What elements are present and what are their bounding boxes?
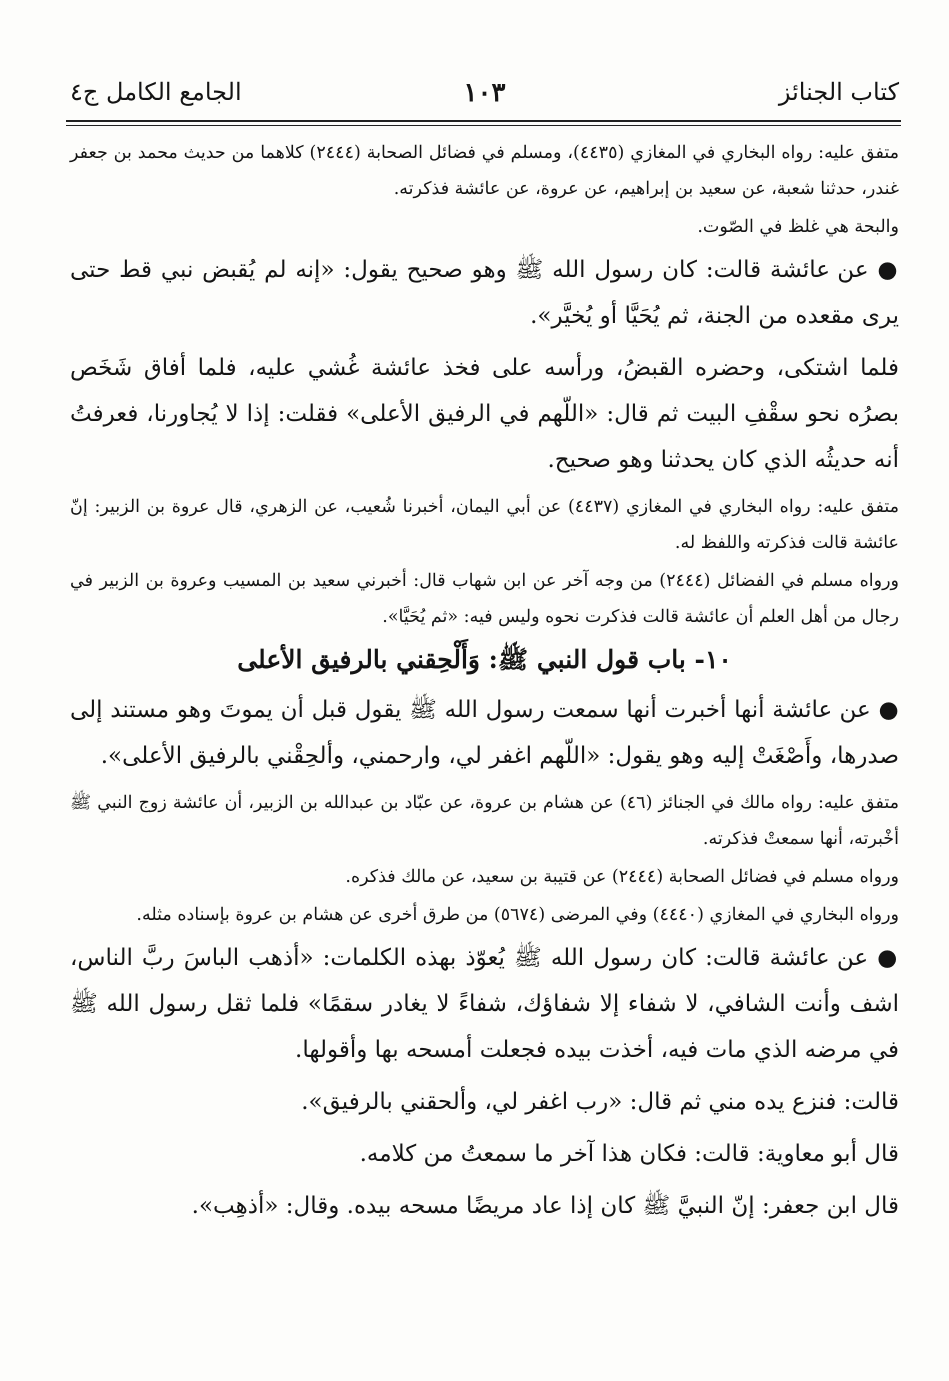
paragraph-text: متفق عليه: رواه مالك في الجنائز (٤٦) عن هشام بن عروة، عن عبّاد بن عبدالله بن الزبير، أن عائشة زوج النبي ﷺ أخْبرته، أنها سمعتْ فذكرته. — [70, 793, 899, 849]
text-paragraph — [70, 1131, 899, 1177]
page-body — [70, 135, 899, 1235]
footnote-paragraph — [70, 135, 899, 207]
paragraph-text: ورواه البخاري في المغازي (٤٤٤٠) وفي المرضى (٥٦٧٤) من طرق أخرى عن هشام بن عروة بإسناده مثله. — [136, 905, 899, 925]
paragraph-text: فلما اشتكى، وحضره القبضُ، ورأسه على فخذ عائشة غُشي عليه، فلما أفاق شَخَص بصرُه نحو سقْفِ البيت ثم قال: «اللّهم في الرفيق الأعلى» فقلت: إذا لا يُجاورنا، فعرفتُ أنه حديثُه الذي كان يحدثنا وهو صحيح. — [70, 355, 899, 473]
paragraph-text: ورواه مسلم في الفضائل (٢٤٤٤) من وجه آخر عن ابن شهاب قال: أخبرني سعيد بن المسيب وعروة بن الزبير في رجال من أهل العلم أن عائشة قالت فذكرت نحوه وليس فيه: «ثم يُحَيَّا». — [70, 571, 899, 627]
book-title: كتاب الجنائز — [778, 78, 899, 106]
text-paragraph — [70, 345, 899, 483]
footnote-paragraph — [70, 785, 899, 857]
bullet-icon: ● — [877, 945, 899, 971]
footnote-paragraph — [70, 489, 899, 561]
paragraph-text: عن عائشة أنها أخبرت أنها سمعت رسول الله ﷺ يقول قبل أن يموتَ وهو مستند إلى صدرها، وأَصْغَتْ إليه وهو يقول: «اللّهم اغفر لي، وارحمني، وألحِقْني بالرفيق الأعلى». — [70, 697, 899, 769]
header-rule — [66, 120, 901, 122]
bullet-icon: ● — [878, 697, 899, 723]
text-paragraph — [70, 1183, 899, 1229]
paragraph-text: عن عائشة قالت: كان رسول الله ﷺ وهو صحيح يقول: «إنه لم يُقبض نبي قط حتى يرى مقعده من الجنة، ثم يُحَيَّا أو يُخيَّر». — [70, 257, 899, 329]
paragraph-text: ١٠- باب قول النبي ﷺ: وَأَلْحِقني بالرفيق الأعلى — [237, 645, 732, 674]
bullet-icon: ● — [877, 257, 899, 283]
footnote-paragraph — [70, 563, 899, 635]
paragraph-text: عن عائشة قالت: كان رسول الله ﷺ يُعوّذ بهذه الكلمات: «أذهب الباسَ ربَّ الناس، اشف وأنت الشافي، لا شفاء إلا شفاؤك، شفاءً لا يغادر سقمًا» فلما ثقل رسول الله ﷺ في مرضه الذي مات فيه، أخذت بيده فجعلت أمسحه بها وأقولها. — [70, 945, 899, 1063]
header-rule-thin — [66, 125, 901, 126]
paragraph-text: والبحة هي غلظ في الصّوت. — [697, 217, 899, 237]
chapter-heading — [70, 637, 899, 683]
page-header — [70, 78, 899, 118]
page-number: ١٠٣ — [463, 78, 506, 108]
footnote-paragraph — [70, 209, 899, 245]
footnote-paragraph — [70, 897, 899, 933]
hadith-paragraph — [70, 687, 899, 779]
hadith-paragraph — [70, 247, 899, 339]
hadith-paragraph — [70, 935, 899, 1073]
collection-title: الجامع الكامل ج٤ — [70, 78, 242, 106]
text-paragraph — [70, 1079, 899, 1125]
paragraph-text: قالت: فنزع يده مني ثم قال: «رب اغفر لي، وألحقني بالرفيق». — [301, 1089, 899, 1115]
paragraph-text: ورواه مسلم في فضائل الصحابة (٢٤٤٤) عن قتيبة بن سعيد، عن مالك فذكره. — [345, 867, 899, 887]
footnote-paragraph — [70, 859, 899, 895]
paragraph-text: متفق عليه: رواه البخاري في المغازي (٤٤٣٥)، ومسلم في فضائل الصحابة (٢٤٤٤) كلاهما من حديث محمد بن جعفر غندر، حدثنا شعبة، عن سعيد بن إبراهيم، عن عروة، عن عائشة فذكرته. — [70, 143, 899, 199]
paragraph-text: متفق عليه: رواه البخاري في المغازي (٤٤٣٧) عن أبي اليمان، أخبرنا شُعيب، عن الزهري، قال عروة بن الزبير: إنّ عائشة قالت فذكرته واللفظ له. — [70, 497, 899, 553]
paragraph-text: قال ابن جعفر: إنّ النبيَّ ﷺ كان إذا عاد مريضًا مسحه بيده. وقال: «أذهِب». — [191, 1193, 899, 1219]
paragraph-text: قال أبو معاوية: قالت: فكان هذا آخر ما سمعتُ من كلامه. — [359, 1141, 899, 1167]
